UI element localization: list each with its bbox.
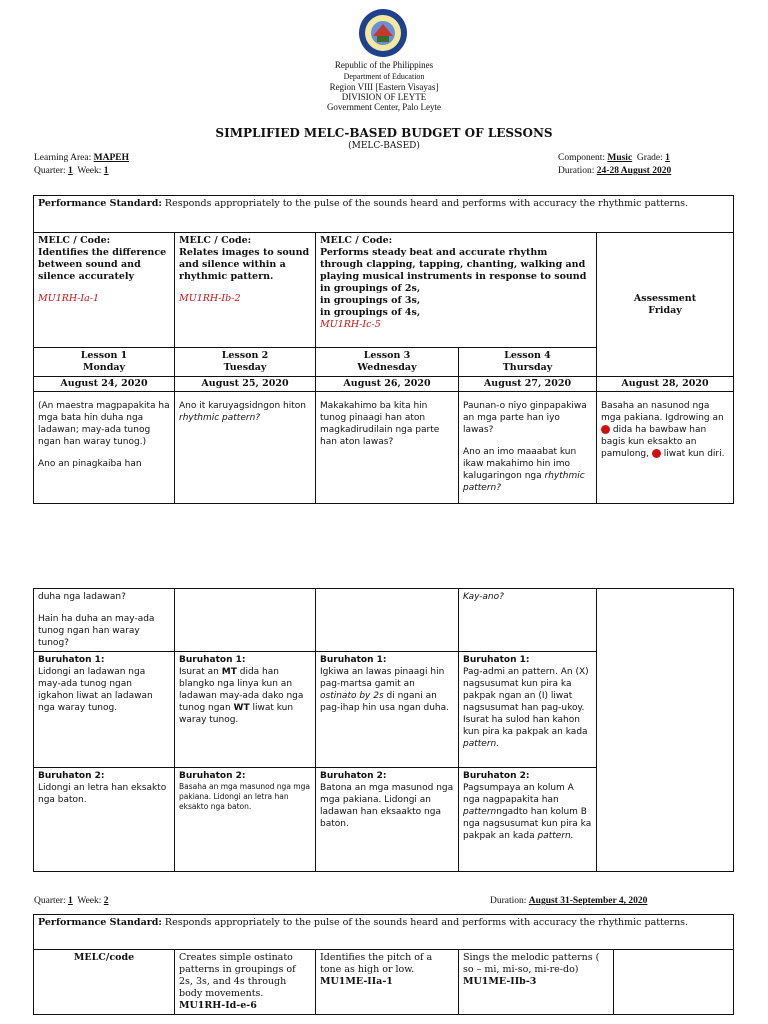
red-circle-icon [601, 425, 610, 434]
red-circle-icon [652, 449, 661, 458]
activity-1-lesson-4: Buruhaton 1: Pag-admi an pattern. An (X) nagsusumat kun pira ka pakpak ngan an (I) liwat nagsusumat han pag-ukoy. Isurat ha sulod han kahon kun pira ka pakpak an kada pattern. [459, 652, 597, 768]
performance-standard-2: Performance Standard: Responds appropriately to the pulse of the sounds heard and performs with accuracy the rhythmic patterns. [34, 915, 734, 950]
lesson-1-motivation: (An maestra magpapakita ha mga bata hin duha nga ladawan; may-ada tunog ngan han waray tunog.) Ano an pinagkaiba han [34, 392, 175, 504]
assessment-continued [597, 589, 734, 872]
assessment-instructions: Basaha an nasunod nga mga pakiana. Igdrowing an dida ha bawbaw han bagis kun eksakto an pamulong, liwat kun diri. [597, 392, 734, 504]
header-department: Department of Education [343, 72, 425, 81]
lesson-2-header: Lesson 2 Tuesday [175, 348, 316, 377]
melc-week2-2: Identifies the pitch of a tone as high or low. MU1ME-IIa-1 [316, 950, 459, 1015]
quarter-week: Quarter: 1 Week: 1 [34, 166, 109, 176]
date-3: August 26, 2020 [316, 377, 459, 392]
performance-standard: Performance Standard: Responds appropriately to the pulse of the sounds heard and performs with accuracy the rhythmic patterns. [34, 196, 734, 233]
quarter-week-2: Quarter: 1 Week: 2 [34, 896, 109, 906]
date-4: August 27, 2020 [459, 377, 597, 392]
melc-cell-1: MELC / Code: Identifies the difference between sound and silence accurately MU1RH-Ia-1 [34, 233, 175, 348]
melc-cell-3: MELC / Code: Performs steady beat and accurate rhythm through clapping, tapping, chanting, walking and playing musical instruments in response to sound in groupings of 2s, in groupings of 3s, in groupings of 4s, MU1RH-Ic-5 [316, 233, 597, 348]
lesson-1-header: Lesson 1 Monday [34, 348, 175, 377]
activity-1-lesson-2: Buruhaton 1: Isurat an MT dida han blangko nga linya kun an ladawan may-ada dako nga tunog ngan WT liwat kun waray tunog. [175, 652, 316, 768]
activity-2-lesson-1: Buruhaton 2: Lidongi an letra han eksakto nga baton. [34, 768, 175, 872]
melc-week2-1: Creates simple ostinato patterns in groupings of 2s, 3s, and 4s through body movements. MU1RH-Id-e-6 [175, 950, 316, 1015]
lesson-4-motivation: Paunan-o niyo ginpapakiwa an mga parte han iyo lawas? Ano an imo maaabat kun ikaw makahimo hin imo kalugaringon nga rhythmic pattern? [459, 392, 597, 504]
date-1: August 24, 2020 [34, 377, 175, 392]
lesson-table-week2 [33, 914, 734, 1015]
deped-seal-logo [358, 8, 408, 58]
header-division: DIVISION OF LEYTE [341, 92, 427, 102]
lesson-table-week1-continued [33, 588, 734, 872]
activity-1-lesson-1: Buruhaton 1: Lidongi an ladawan nga may-ada tunog ngan igkahon liwat an ladawan nga waray tunog. [34, 652, 175, 768]
melc-week2-empty [614, 950, 734, 1015]
lesson-1-continued: duha nga ladawan? Hain ha duha an may-ada tunog ngan han waray tunog? [34, 589, 175, 652]
date-2: August 25, 2020 [175, 377, 316, 392]
activity-1-lesson-3: Buruhaton 1: Igkiwa an lawas pinaagi hin pag-martsa gamit an ostinato by 2s di ngani an pag-ihap hin usa ngan duha. [316, 652, 459, 768]
lesson-2-continued [175, 589, 316, 652]
lesson-2-motivation: Ano it karuyagsidngon hiton rhythmic pattern? [175, 392, 316, 504]
lesson-table-week1 [33, 195, 734, 504]
activity-2-lesson-2: Buruhaton 2: Basaha an mga masunod nga mga pakiana. Lidongi an letra han eksakto nga baton. [175, 768, 316, 872]
document-subtitle: (MELC-BASED) [348, 141, 420, 151]
header-region: Region VIII [Eastern Visayas] [329, 82, 439, 92]
duration-2: Duration: August 31-September 4, 2020 [490, 896, 648, 906]
melc-code-label: MELC/code [34, 950, 175, 1015]
header-republic: Republic of the Philippines [334, 60, 434, 70]
melc-week2-3: Sings the melodic patterns ( so – mi, mi-so, mi-re-do) MU1ME-IIb-3 [459, 950, 614, 1015]
activity-2-lesson-3: Buruhaton 2: Batona an mga masunod nga mga pakiana. Lidongi an ladawan han eksaakto nga baton. [316, 768, 459, 872]
lesson-4-header: Lesson 4 Thursday [459, 348, 597, 377]
lesson-3-header: Lesson 3 Wednesday [316, 348, 459, 377]
date-5: August 28, 2020 [597, 377, 734, 392]
component-grade: Component: Music Grade: 1 [558, 153, 670, 163]
assessment-header: Assessment Friday [597, 233, 734, 377]
duration: Duration: 24-28 August 2020 [558, 166, 672, 176]
melc-cell-2: MELC / Code: Relates images to sound and silence within a rhythmic pattern. MU1RH-Ib-2 [175, 233, 316, 348]
document-title: SIMPLIFIED MELC-BASED BUDGET OF LESSONS [215, 126, 553, 140]
lesson-3-continued [316, 589, 459, 652]
activity-2-lesson-4: Buruhaton 2: Pagsumpaya an kolum A nga nagpapakita han patternngadto han kolum B nga nagsusumat kun pira ka pakpak an kada pattern. [459, 768, 597, 872]
lesson-3-motivation: Makakahimo ba kita hin tunog pinaagi han aton magkadirudilain nga parte han aton lawas? [316, 392, 459, 504]
learning-area: Learning Area: MAPEH [34, 153, 129, 163]
header-center: Government Center, Palo Leyte [326, 102, 442, 112]
lesson-4-continued: Kay-ano? [459, 589, 597, 652]
